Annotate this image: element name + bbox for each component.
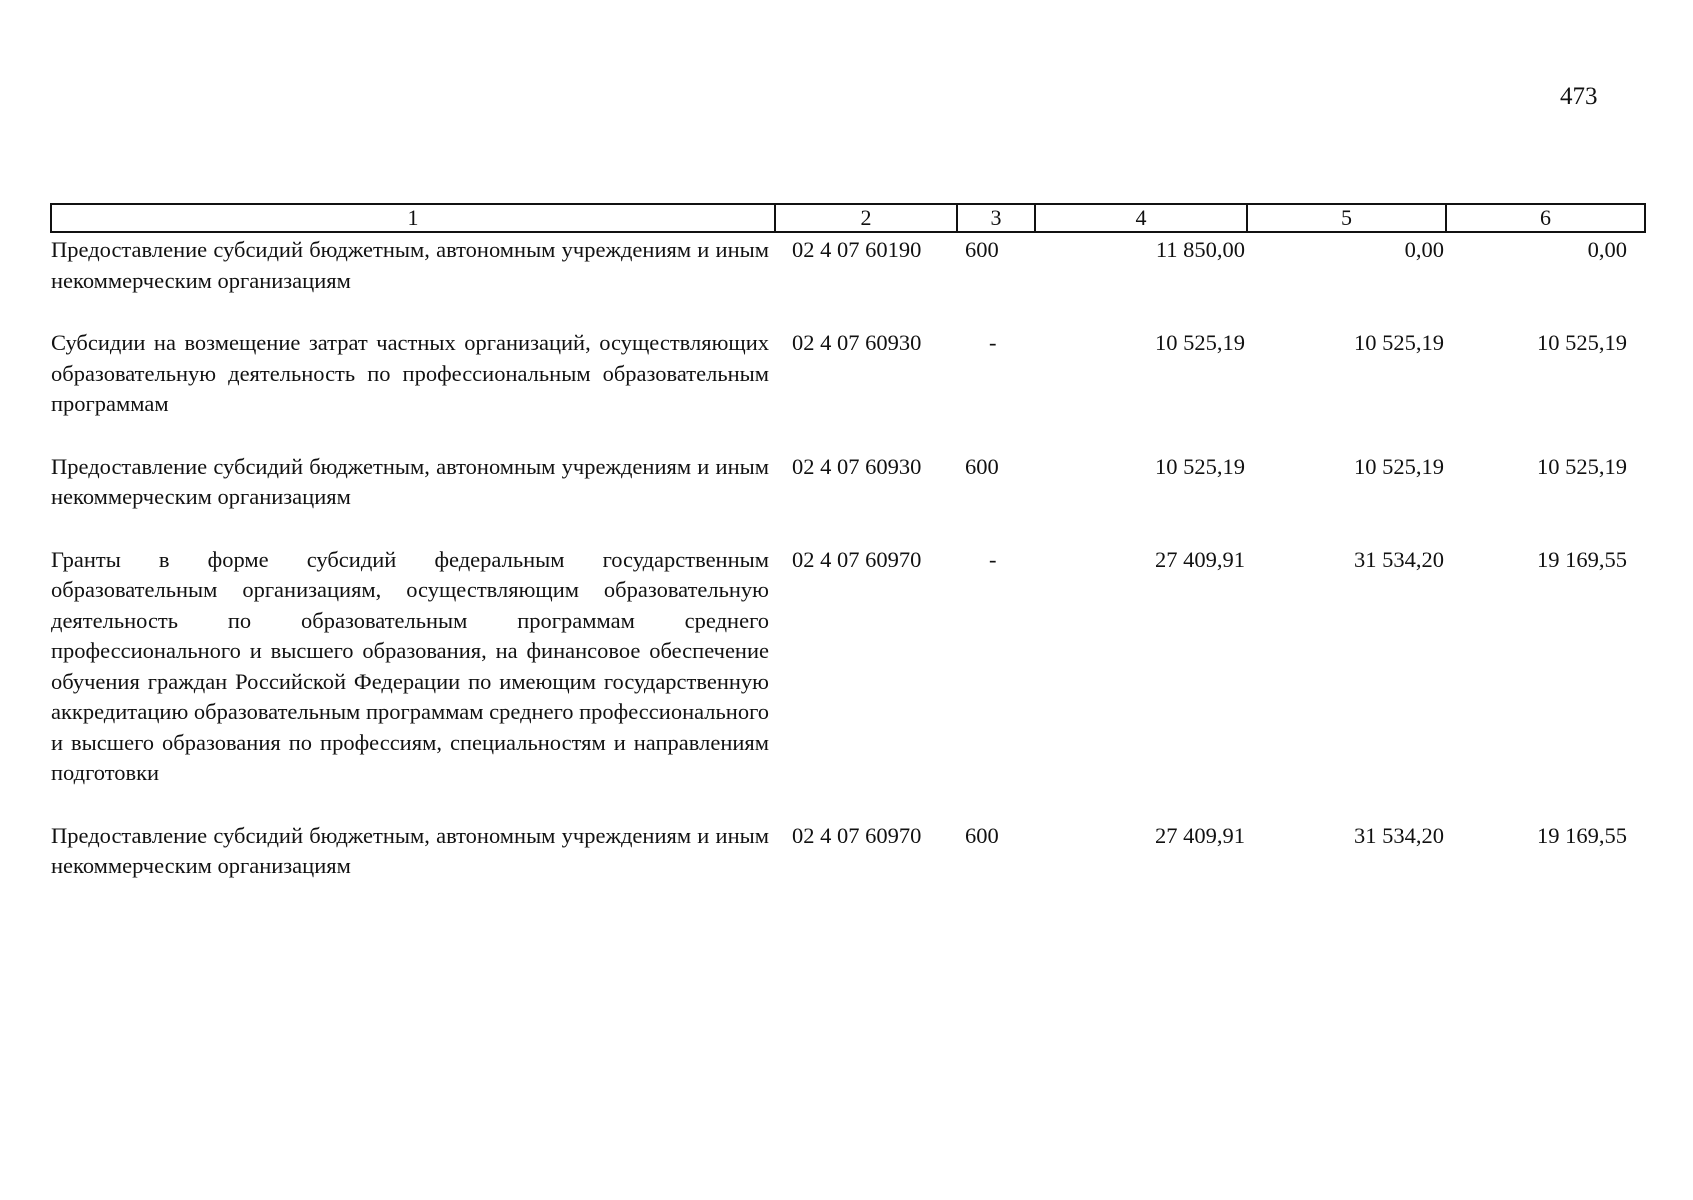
header-col-4: 4	[1035, 204, 1247, 232]
row-vr: 600	[965, 822, 999, 848]
row-value-2: 31 534,20	[1354, 546, 1444, 572]
header-col-3: 3	[957, 204, 1035, 232]
row-name: Предоставление субсидий бюджетным, автономным учреждениям и иным некоммерческим организациям	[51, 822, 769, 878]
row-code: 02 4 07 60930	[792, 330, 922, 355]
row-value-3: 19 169,55	[1537, 546, 1627, 572]
row-name: Предоставление субсидий бюджетным, автономным учреждениям и иным некоммерческим организациям	[51, 237, 769, 293]
row-value-1: 10 525,19	[1155, 330, 1245, 355]
row-value-1: 11 850,00	[1155, 237, 1245, 262]
row-code: 02 4 07 60970	[792, 822, 922, 848]
row-value-1: 27 409,91	[1155, 822, 1245, 848]
table-row	[51, 545, 1645, 821]
table-row	[51, 452, 1645, 545]
table-row	[51, 232, 1645, 328]
row-value-2: 10 525,19	[1354, 330, 1444, 355]
table-body	[51, 232, 1645, 914]
header-col-2: 2	[775, 204, 957, 232]
row-value-3: 10 525,19	[1537, 453, 1627, 479]
row-code: 02 4 07 60970	[792, 546, 922, 572]
row-vr: -	[989, 546, 997, 572]
row-code: 02 4 07 60190	[792, 237, 922, 262]
page-number: 473	[1560, 83, 1598, 110]
row-vr: 600	[965, 237, 999, 262]
row-value-3: 10 525,19	[1537, 330, 1627, 355]
table-row	[51, 821, 1645, 914]
row-name: Гранты в форме субсидий федеральным государственным образовательным организациям, осуществляющим образовательную деятельность по образовательным программам среднего профессионального и высшего образования, на финансовое обеспечение обучения граждан Российской Федерации по имеющим государственную аккредитацию образовательным программам среднего профессионального и высшего образования по профессиям, специальностям и направлениям подготовки	[51, 546, 769, 785]
row-value-2: 31 534,20	[1354, 822, 1444, 848]
table-header	[51, 204, 1645, 232]
row-value-2: 0,00	[1404, 237, 1444, 262]
row-value-3: 0,00	[1587, 237, 1627, 262]
row-value-3: 19 169,55	[1537, 822, 1627, 848]
table-row	[51, 328, 1645, 452]
row-name: Субсидии на возмещение затрат частных организаций, осуществляющих образовательную деятельность по профессиональным образовательным программам	[51, 330, 769, 416]
row-value-1: 10 525,19	[1155, 453, 1245, 479]
header-col-6: 6	[1446, 204, 1645, 232]
header-col-1: 1	[51, 204, 775, 232]
row-vr: 600	[965, 453, 999, 479]
row-vr: -	[989, 330, 997, 355]
row-code: 02 4 07 60930	[792, 453, 922, 479]
header-col-5: 5	[1247, 204, 1446, 232]
row-value-1: 27 409,91	[1155, 546, 1245, 572]
budget-table	[50, 203, 1646, 914]
header-row	[51, 204, 1645, 232]
row-name: Предоставление субсидий бюджетным, автономным учреждениям и иным некоммерческим организациям	[51, 453, 769, 509]
row-value-2: 10 525,19	[1354, 453, 1444, 479]
